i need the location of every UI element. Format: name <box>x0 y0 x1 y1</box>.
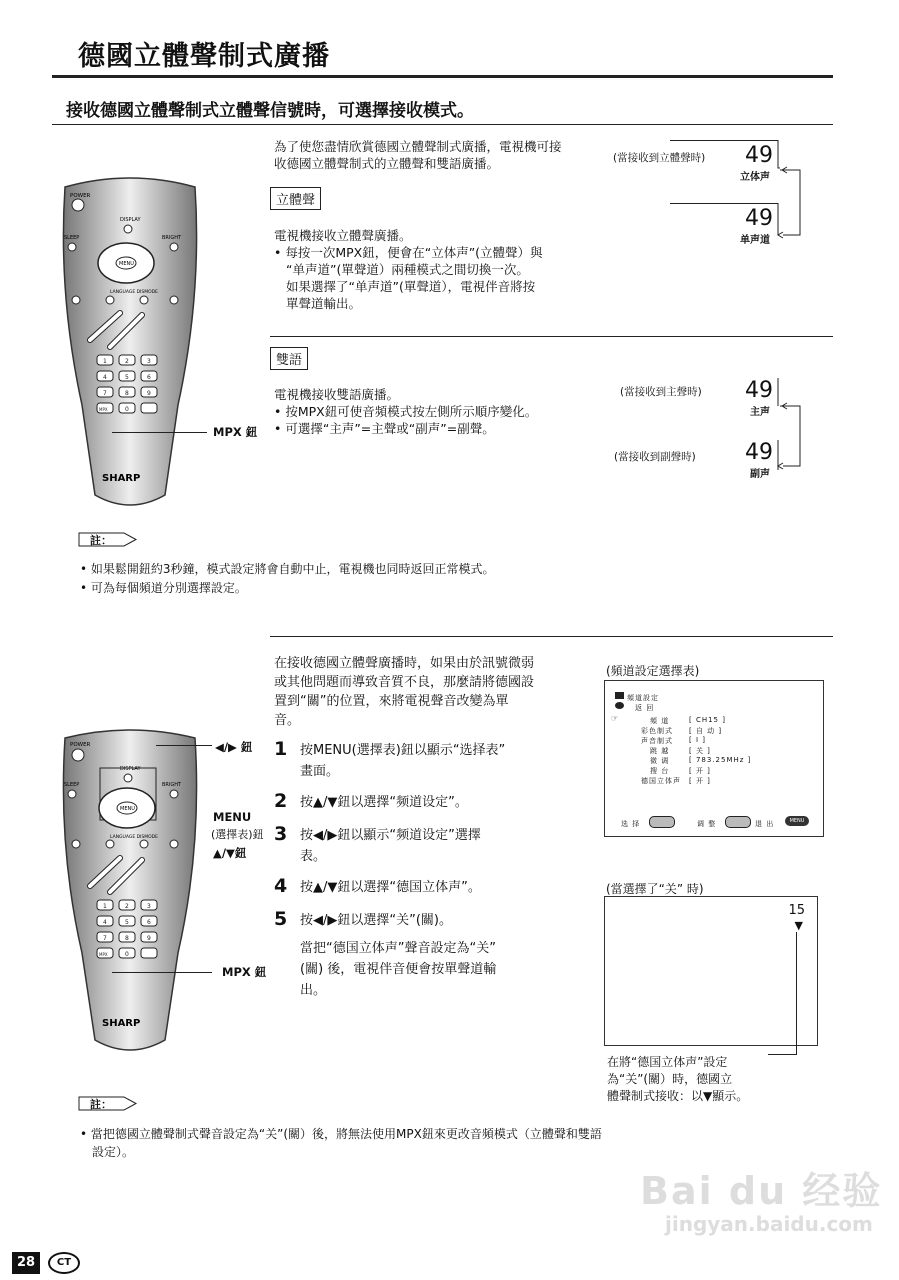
svg-text:SHARP: SHARP <box>102 1018 141 1029</box>
step-item: 1 按MENU(選擇表)鈕以顯示“选择表” 畫面。 <box>274 738 506 779</box>
svg-text:8: 8 <box>125 935 129 942</box>
svg-text:1: 1 <box>103 358 107 365</box>
menu-back: 返 回 <box>635 704 655 712</box>
bilingual-text: 電視機接收雙語廣播。 • 按MPX鈕可使音頻模式按左側所示順序變化。 • 可選擇“主声”=主聲或“副声”=副聲。 <box>274 387 538 436</box>
note-2-item-cont: 設定）。 <box>92 1145 135 1159</box>
step-item: 3 按◀/▶鈕以顯示“频道设定”選擇 表。 <box>274 823 481 864</box>
menu-row-key: 德国立体声 <box>641 777 681 785</box>
menu-callout-sub: (選擇表)鈕 <box>211 828 264 841</box>
bilingual-label: 雙語 <box>270 347 308 370</box>
off-screen-description: 在將“德国立体声”設定 為“关”(關）時，德國立 體聲制式接收：以▼顯示。 <box>607 1055 749 1103</box>
title-rule <box>52 75 833 78</box>
svg-text:1: 1 <box>103 903 107 910</box>
note-2-list <box>80 1125 602 1161</box>
stereo-osd1-label: 立体声 <box>740 172 770 183</box>
language-badge: CT <box>48 1252 80 1274</box>
svg-text:0: 0 <box>125 406 129 413</box>
menu-row-value: [ 783.25MHz ] <box>689 756 752 764</box>
svg-text:MPX: MPX <box>99 952 108 957</box>
svg-text:MPX: MPX <box>99 407 108 412</box>
svg-text:MENU: MENU <box>119 261 134 267</box>
note-1-item: • 如果鬆開鈕約3秒鐘，模式設定將會自動中止，電視機也同時返回正常模式。 <box>80 562 495 576</box>
bilingual-caption-main: (當接收到主聲時) <box>620 386 702 398</box>
menu-row-value: [ CH15 ] <box>689 716 726 724</box>
step-item: 5 按◀/▶鈕以選擇“关”(關)。 <box>274 908 452 930</box>
remote-control-2 <box>50 728 210 1058</box>
footer-select: 选 择 <box>621 820 641 828</box>
svg-text:5: 5 <box>125 919 129 926</box>
bilingual-osd1-channel: 49 <box>745 378 773 403</box>
mpx-callout-line <box>112 432 207 433</box>
note-2-item: • 當把德國立體聲制式聲音設定為“关”(關）後，將無法使用MPX鈕來更改音頻模式（立體聲和雙語 <box>80 1127 602 1141</box>
menu-row-key: 彩色制式 <box>641 727 673 735</box>
svg-text:POWER: POWER <box>70 742 91 748</box>
bilingual-caption-sub: (當接收到副聲時) <box>614 451 696 463</box>
left-right-keys-icon <box>725 816 751 828</box>
svg-text:DISPLAY: DISPLAY <box>120 217 141 223</box>
page-number: 28 <box>12 1252 40 1274</box>
svg-text:7: 7 <box>103 935 107 942</box>
menu-row-key: 搜 台 <box>650 767 670 775</box>
step-5-result: 當把“德国立体声”聲音設定為“关” (關) 後，電視伴音便會按單聲道輸 出。 <box>300 941 497 998</box>
bilingual-osd1-label: 主声 <box>750 407 770 418</box>
subtitle-rule <box>52 124 833 125</box>
remote-control-1 <box>50 175 210 515</box>
stereo-bilingual-divider <box>270 336 833 337</box>
svg-text:3: 3 <box>147 903 151 910</box>
stereo-caption: (當接收到立體聲時) <box>613 152 706 164</box>
channel-number: 15 <box>788 903 805 918</box>
off-screen-caption: (當選擇了“关” 時) <box>606 882 704 896</box>
bilingual-osd2-channel: 49 <box>745 440 773 465</box>
svg-text:LANGUAGE DISMODE: LANGUAGE DISMODE <box>110 835 158 840</box>
up-down-keys-icon <box>649 816 675 828</box>
section-subtitle: 接收德國立體聲制式立體聲信號時，可選擇接收模式。 <box>66 101 474 121</box>
svg-text:6: 6 <box>147 919 151 926</box>
intro-text: 為了使您盡情欣賞德國立體聲制式廣播，電視機可接 收德國立體聲制式的立體聲和雙語廣播。 <box>274 139 562 171</box>
note-1-item: • 可為每個頻道分別選擇設定。 <box>80 581 247 595</box>
note-2-badge: 註： <box>78 1096 138 1111</box>
stereo-text: 電視機接收立體聲廣播。 • 每按一次MPX鈕，便會在“立体声”(立體聲）與 “单声道”(單聲道）兩種模式之間切換一次。 如果選擇了“单声道”(單聲道），電視伴音將按 單聲道輸出。 <box>274 228 543 311</box>
menu-icon <box>615 692 624 699</box>
stereo-osd2-channel: 49 <box>745 206 773 231</box>
steps-list <box>274 738 574 1001</box>
menu-row-value: [ 关 ] <box>689 747 711 755</box>
menu-key-icon: MENU <box>785 816 809 826</box>
svg-text:8: 8 <box>125 390 129 397</box>
svg-text:2: 2 <box>125 903 129 910</box>
stereo-label: 立體聲 <box>270 187 321 210</box>
svg-text:9: 9 <box>147 935 151 942</box>
menu-row-key: 跳 越 <box>650 747 670 755</box>
off-screen-display <box>604 896 818 1046</box>
mpx-callout-line-2 <box>112 972 212 973</box>
svg-text:DISPLAY: DISPLAY <box>120 766 141 772</box>
indicator-leader-horizontal <box>768 1054 797 1055</box>
footer-exit: 退 出 <box>755 820 775 828</box>
back-icon <box>615 702 624 709</box>
svg-text:POWER: POWER <box>70 193 91 199</box>
svg-text:2: 2 <box>125 358 129 365</box>
bilingual-cycle-arrows <box>775 378 805 478</box>
svg-text:4: 4 <box>103 919 107 926</box>
svg-text:MENU: MENU <box>120 806 135 812</box>
mpx-callout-1: MPX 鈕 <box>213 425 258 439</box>
svg-text:9: 9 <box>147 390 151 397</box>
svg-text:LANGUAGE DISMODE: LANGUAGE DISMODE <box>110 290 158 295</box>
stereo-osd2-label: 单声道 <box>740 235 770 246</box>
menu-title: 頻道設定 <box>627 694 659 702</box>
menu-row-value: [ 开 ] <box>689 777 711 785</box>
pointer-hand-icon: ☞ <box>611 714 619 723</box>
svg-text:6: 6 <box>147 374 151 381</box>
indicator-leader-vertical <box>796 932 797 1054</box>
bilingual-osd2-label: 副声 <box>750 469 770 480</box>
baidu-watermark-logo: Bai du 经验 <box>640 1169 883 1213</box>
lr-callout: ◀/▶ 鈕 <box>215 740 253 754</box>
svg-text:7: 7 <box>103 390 107 397</box>
mpx-callout-2: MPX 鈕 <box>222 965 267 979</box>
svg-text:4: 4 <box>103 374 107 381</box>
step-item: 2 按▲/▼鈕以選擇“频道设定”。 <box>274 790 468 812</box>
stereo-osd-line-1 <box>670 140 778 141</box>
menu-callout: MENU <box>213 810 252 824</box>
step-item: 4 按▲/▼鈕以選擇“德国立体声”。 <box>274 875 481 897</box>
menu-screen-caption: (頻道設定選擇表) <box>606 664 700 678</box>
menu-row-key: 頻 道 <box>650 717 670 725</box>
lr-callout-line <box>156 745 212 746</box>
note-1-badge: 註： <box>78 532 138 547</box>
page-title: 德國立體聲制式廣播 <box>78 41 330 72</box>
svg-text:5: 5 <box>125 374 129 381</box>
footer-adjust: 调 整 <box>697 820 717 828</box>
svg-text:SLEEP: SLEEP <box>64 782 80 788</box>
baidu-watermark-url: jingyan.baidu.com <box>665 1212 873 1236</box>
mono-indicator-icon: ▼ <box>794 919 803 932</box>
svg-text:BRIGHT: BRIGHT <box>162 782 182 788</box>
svg-text:0: 0 <box>125 951 129 958</box>
stereo-cycle-arrows <box>775 140 805 250</box>
svg-text:BRIGHT: BRIGHT <box>162 235 182 241</box>
ud-callout: ▲/▼鈕 <box>213 846 247 860</box>
svg-text:SHARP: SHARP <box>102 473 141 484</box>
channel-settings-menu <box>604 680 824 837</box>
menu-row-value: [ 开 ] <box>689 767 711 775</box>
svg-text:3: 3 <box>147 358 151 365</box>
stereo-osd-line-2 <box>670 203 778 204</box>
section-2-intro: 在接收德國立體聲廣播時，如果由於訊號微弱 或其他問題而導致音質不良，那麼請將德國設 置到“關”的位置，來將電視聲音改變為單 音。 <box>274 656 535 728</box>
svg-text:SLEEP: SLEEP <box>64 235 80 241</box>
menu-row-key: 声音制式 <box>641 737 673 745</box>
menu-row-key: 微 调 <box>650 757 670 765</box>
stereo-osd1-channel: 49 <box>745 143 773 168</box>
menu-row-value: [ 自 动 ] <box>689 727 723 735</box>
note-1-list <box>80 561 495 597</box>
section-2-divider <box>270 636 833 637</box>
menu-row-value: [ I ] <box>689 736 706 744</box>
